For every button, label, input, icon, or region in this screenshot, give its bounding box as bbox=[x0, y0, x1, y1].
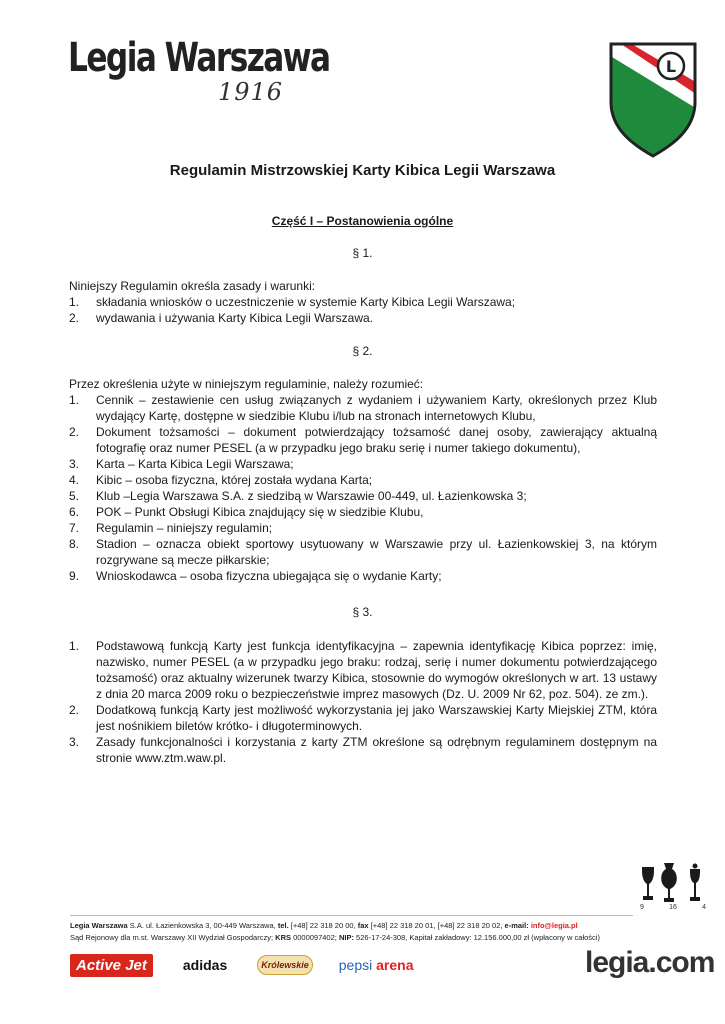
list-item bbox=[69, 488, 657, 504]
list-item bbox=[69, 536, 657, 568]
list-item-number: 8. bbox=[69, 537, 80, 551]
legia-crest-icon bbox=[607, 40, 699, 160]
footer-divider bbox=[70, 915, 633, 916]
arena-text: arena bbox=[376, 957, 414, 973]
list-item-text: Cennik – zestawienie cen usług związanych z wydaniem i używaniem Karty, określonych przez Klub wydający Kartę, dostępne w siedzibie Klubu i/lub na stronach internetowych Klubu, bbox=[96, 393, 657, 423]
list-item-number: 2. bbox=[69, 703, 80, 717]
footer-fax: [+48] 22 318 20 01, [+48] 22 318 20 02, bbox=[368, 921, 503, 930]
paragraph-3-list bbox=[69, 638, 657, 766]
section-title: Część I – Postanowienia ogólne bbox=[271, 214, 454, 228]
list-item bbox=[69, 310, 657, 326]
list-item-text: Wnioskodawca – osoba fizyczna ubiegająca się o wydanie Karty; bbox=[96, 569, 442, 583]
list-item bbox=[69, 504, 657, 520]
list-item-text: Dodatkową funkcją Karty jest możliwość wykorzystania jej jako Warszawskiej Karty Miejskiej ZTM, która jest nośnikiem biletów krótko- i długoterminowych. bbox=[96, 703, 657, 733]
list-item-number: 9. bbox=[69, 569, 80, 583]
activejet-logo: Active Jet bbox=[70, 954, 153, 977]
list-item bbox=[69, 702, 657, 734]
footer-tel: [+48] 22 318 20 00, bbox=[288, 921, 356, 930]
list-item-number: 1. bbox=[69, 393, 80, 407]
footer-court: Sąd Rejonowy dla m.st. Warszawy XII Wydział Gospodarczy; bbox=[70, 933, 274, 942]
list-item-number: 3. bbox=[69, 735, 80, 749]
adidas-logo: adidas bbox=[182, 957, 228, 973]
list-item-number: 1. bbox=[69, 639, 80, 653]
trophy-counts bbox=[640, 904, 706, 911]
list-item-text: Kibic – osoba fizyczna, której została wydana Karta; bbox=[96, 473, 373, 487]
list-item-number: 5. bbox=[69, 489, 80, 503]
pepsi-arena-logo bbox=[339, 957, 414, 973]
footer-email-label: e-mail: bbox=[502, 921, 529, 930]
list-item-text: Zasady funkcjonalności i korzystania z karty ZTM określone są odrębnym regulaminem dostępnym na stronie www.ztm.waw.pl. bbox=[96, 735, 657, 765]
krolewskie-logo: Królewskie bbox=[257, 955, 313, 975]
list-item-text: składania wniosków o uczestniczenie w systemie Karty Kibica Legii Warszawa; bbox=[96, 295, 516, 309]
footer-krs: 0000097402; bbox=[290, 933, 337, 942]
footer-registration bbox=[70, 933, 600, 942]
paragraph-mark-2: § 2. bbox=[352, 344, 373, 358]
club-year: 1916 bbox=[218, 78, 284, 106]
list-item bbox=[69, 568, 657, 584]
paragraph-mark-1: § 1. bbox=[352, 246, 373, 260]
website-logo[interactable]: legia.com bbox=[585, 946, 715, 979]
list-item-text: Klub –Legia Warszawa S.A. z siedzibą w Warszawie 00-449, ul. Łazienkowska 3; bbox=[96, 489, 527, 503]
footer-krs-label: KRS bbox=[273, 933, 291, 942]
list-item bbox=[69, 392, 657, 424]
list-item-text: Karta – Karta Kibica Legii Warszawa; bbox=[96, 457, 294, 471]
list-item-number: 2. bbox=[69, 311, 80, 325]
trophy-count-3: 4 bbox=[702, 904, 706, 911]
list-item-text: Regulamin – niniejszy regulamin; bbox=[96, 521, 273, 535]
trophy-count-1: 9 bbox=[640, 904, 644, 911]
footer-tel-label: tel. bbox=[275, 921, 289, 930]
list-item bbox=[69, 472, 657, 488]
trophy-count-2: 16 bbox=[669, 904, 677, 911]
footer-address bbox=[70, 921, 578, 930]
list-item bbox=[69, 456, 657, 472]
list-item-text: Podstawową funkcją Karty jest funkcja identyfikacyjna – zapewnia identyfikację Kibica poprzez: imię, nazwisko, numer PESEL (a w przypadku jego braku: rodzaj, serię i numer dokumentu potwierdzającego tożsamość) oraz aktualny wizerunek twarzy Kibica, stosownie do wymogów określonych w art. 13 ustawy z dnia 20 marca 2009 roku o bezpieczeństwie imprez masowych (Dz. U. 2009 Nr 62, poz. 504). ze zm.). bbox=[96, 639, 657, 701]
footer-fax-label: fax bbox=[355, 921, 369, 930]
list-item-number: 7. bbox=[69, 521, 80, 535]
paragraph-2-intro: Przez określenia użyte w niniejszym regulaminie, należy rozumieć: bbox=[69, 377, 424, 391]
list-item bbox=[69, 294, 657, 310]
svg-text:L: L bbox=[665, 57, 677, 76]
list-item-number: 6. bbox=[69, 505, 80, 519]
list-item bbox=[69, 424, 657, 456]
footer-email-link[interactable]: info@legia.pl bbox=[528, 921, 578, 930]
list-item-number: 1. bbox=[69, 295, 80, 309]
club-name: Legia Warszawa bbox=[68, 35, 330, 81]
list-item-text: Stadion – oznacza obiekt sportowy usytuowany w Warszawie przy ul. Łazienkowskiej 3, na którym rozgrywane są mecze piłkarskie; bbox=[96, 537, 657, 567]
paragraph-mark-3: § 3. bbox=[352, 605, 373, 619]
list-item-number: 2. bbox=[69, 425, 80, 439]
paragraph-2-list bbox=[69, 392, 657, 584]
club-logo bbox=[68, 35, 403, 106]
list-item bbox=[69, 520, 657, 536]
list-item-number: 3. bbox=[69, 457, 80, 471]
footer-nip-label: NIP: bbox=[336, 933, 354, 942]
pepsi-text: pepsi bbox=[338, 957, 373, 973]
list-item bbox=[69, 734, 657, 766]
list-item-text: wydawania i używania Karty Kibica Legii Warszawa. bbox=[96, 311, 374, 325]
document-title: Regulamin Mistrzowskiej Karty Kibica Legii Warszawa bbox=[169, 162, 556, 179]
footer-company: Legia Warszawa bbox=[70, 921, 128, 930]
paragraph-1-intro: Niniejszy Regulamin określa zasady i warunki: bbox=[69, 279, 316, 293]
list-item-text: Dokument tożsamości – dokument potwierdzający tożsamość danej osoby, zawierający aktualną fotografię oraz numer PESEL (a w przypadku jego braku serię i numer takiego dokumentu), bbox=[96, 425, 657, 455]
sponsor-logos bbox=[70, 950, 413, 980]
list-item bbox=[69, 638, 657, 702]
footer-address-text: S.A. ul. Łazienkowska 3, 00-449 Warszawa, bbox=[127, 921, 276, 930]
paragraph-1-list bbox=[69, 294, 657, 326]
footer-nip: 526-17-24-308, Kapitał zakładowy: 12.156.000,00 zł (wpłacony w całości) bbox=[353, 933, 600, 942]
list-item-number: 4. bbox=[69, 473, 80, 487]
list-item-text: POK – Punkt Obsługi Kibica znajdujący się w siedzibie Klubu, bbox=[96, 505, 424, 519]
